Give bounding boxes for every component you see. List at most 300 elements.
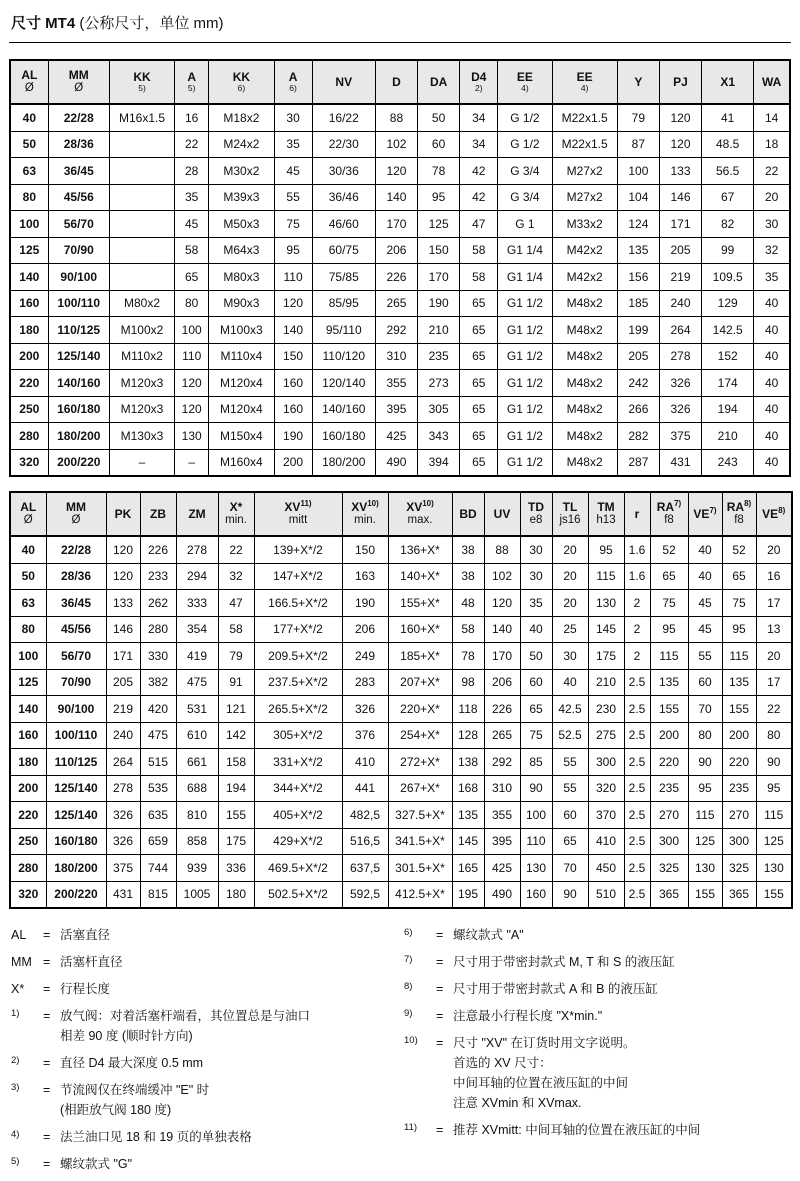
column-header: AL Ø <box>10 492 46 536</box>
table-cell: 145 <box>588 616 624 643</box>
column-header: XV$^{10)}$ max. <box>388 492 452 536</box>
table-cell: 80 <box>10 184 48 211</box>
table-cell: 200 <box>10 343 48 370</box>
table-cell: 365 <box>650 881 688 908</box>
table-cell: 155 <box>218 802 254 829</box>
table-cell: 180 <box>218 881 254 908</box>
table-cell: 275 <box>588 722 624 749</box>
table-cell: 280 <box>10 855 46 882</box>
table-cell: 160 <box>10 290 48 317</box>
table-cell: 210 <box>418 317 460 344</box>
table-cell: 200/220 <box>48 449 109 476</box>
table-cell: 165 <box>452 855 484 882</box>
legend-key: MM <box>11 955 32 969</box>
legend-text: 螺纹款式 "G" <box>60 1157 133 1171</box>
legend-key: 1) <box>11 1008 20 1019</box>
table-cell: 135 <box>650 669 688 696</box>
trunnion-dimensions-table <box>9 491 793 909</box>
table-cell: 412.5+X* <box>388 881 452 908</box>
table-cell: 28 <box>175 158 209 185</box>
table-cell: 125 <box>10 669 46 696</box>
table-cell: 65 <box>175 264 209 291</box>
table-cell: 129 <box>702 290 754 317</box>
table-cell: 219 <box>106 696 140 723</box>
table-cell: 262 <box>140 590 176 617</box>
table-cell: 200 <box>10 775 46 802</box>
table-cell: 91 <box>218 669 254 696</box>
table-cell: 139+X*/2 <box>254 536 342 563</box>
table-cell: 180/200 <box>48 423 109 450</box>
table-cell: 150 <box>342 536 388 563</box>
table-cell: 419 <box>176 643 218 670</box>
column-header: r <box>624 492 650 536</box>
table-cell: 326 <box>106 828 140 855</box>
table-cell: 637,5 <box>342 855 388 882</box>
table-cell: 120 <box>106 536 140 563</box>
table-cell: 158 <box>218 749 254 776</box>
table-cell: 420 <box>140 696 176 723</box>
table-cell: 40 <box>688 536 722 563</box>
legend-equals: = <box>43 1130 51 1144</box>
table-cell: 2.5 <box>624 696 650 723</box>
table-cell <box>109 131 174 158</box>
table-cell: 70/90 <box>46 669 106 696</box>
table-cell: 147+X*/2 <box>254 563 342 590</box>
table-cell: 30 <box>754 211 790 238</box>
table-cell: 235 <box>418 343 460 370</box>
table-cell: 60 <box>418 131 460 158</box>
table-cell: 265 <box>484 722 520 749</box>
table-cell: M22x1.5 <box>552 104 617 131</box>
table-cell: 121 <box>218 696 254 723</box>
legend-equals: = <box>436 982 444 996</box>
table-cell: M27x2 <box>552 184 617 211</box>
table-cell: 135 <box>452 802 484 829</box>
table-cell: 102 <box>484 563 520 590</box>
table-cell: 80 <box>10 616 46 643</box>
table-cell: 40 <box>754 317 790 344</box>
column-header: D4 2) <box>460 60 498 104</box>
table-cell: M27x2 <box>552 158 617 185</box>
table-cell: 110 <box>175 343 209 370</box>
table-cell: 410 <box>588 828 624 855</box>
table-cell: 370 <box>588 802 624 829</box>
table-cell: 45 <box>688 616 722 643</box>
table-cell: 210 <box>588 669 624 696</box>
table-cell: 40 <box>10 536 46 563</box>
table-cell: 431 <box>659 449 701 476</box>
table-cell: 220 <box>722 749 756 776</box>
table-cell: 42.5 <box>552 696 588 723</box>
table-cell: 130 <box>756 855 792 882</box>
table-cell: 175 <box>218 828 254 855</box>
table-cell: 20 <box>552 590 588 617</box>
table-cell: 60/75 <box>312 237 375 264</box>
table-cell: 42 <box>460 184 498 211</box>
table-cell: 100/110 <box>46 722 106 749</box>
table-cell: 395 <box>484 828 520 855</box>
legend-text: 尺寸用于带密封款式 M, T 和 S 的液压缸 <box>453 955 675 969</box>
table-cell: 243 <box>702 449 754 476</box>
table-cell: 160 <box>10 722 46 749</box>
table-cell: 265 <box>375 290 417 317</box>
column-header: XV$^{11)}$ mitt <box>254 492 342 536</box>
table-cell: 510 <box>588 881 624 908</box>
table-cell: 102 <box>375 131 417 158</box>
column-header: D <box>375 60 417 104</box>
table-cell: 207+X* <box>388 669 452 696</box>
table-cell: 48 <box>452 590 484 617</box>
table-cell: 226 <box>140 536 176 563</box>
table-cell: 320 <box>10 881 46 908</box>
main-dimensions-table <box>9 59 791 477</box>
table-cell: 355 <box>375 370 417 397</box>
table-row <box>10 131 790 158</box>
table-cell: 292 <box>484 749 520 776</box>
column-header: KK 6) <box>209 60 274 104</box>
table-cell: 95 <box>722 616 756 643</box>
table-cell: 128 <box>452 722 484 749</box>
table-cell: 22 <box>756 696 792 723</box>
table-cell: 226 <box>375 264 417 291</box>
table-cell: 2.5 <box>624 881 650 908</box>
table-cell: 28/36 <box>46 563 106 590</box>
table-cell: 45/56 <box>48 184 109 211</box>
table-cell: 199 <box>617 317 659 344</box>
table-cell: 120 <box>484 590 520 617</box>
table-cell: 35 <box>520 590 552 617</box>
table-cell: 45 <box>274 158 312 185</box>
table-cell <box>109 264 174 291</box>
table-cell: 133 <box>106 590 140 617</box>
table-cell: G 3/4 <box>498 184 552 211</box>
table-cell: 16/22 <box>312 104 375 131</box>
table-cell: 450 <box>588 855 624 882</box>
table-cell: 47 <box>218 590 254 617</box>
table-cell: 25 <box>552 616 588 643</box>
table-cell: 98 <box>452 669 484 696</box>
legend-text: 行程长度 <box>60 982 111 996</box>
table-cell: 140 <box>274 317 312 344</box>
table-cell: 152 <box>702 343 754 370</box>
table-row <box>10 158 790 185</box>
table-cell: M48x2 <box>552 317 617 344</box>
column-header: VE$^{7)}$ <box>688 492 722 536</box>
table-cell: 287 <box>617 449 659 476</box>
table-cell: 13 <box>756 616 792 643</box>
table-cell: 341.5+X* <box>388 828 452 855</box>
table-cell: 235 <box>722 775 756 802</box>
table-cell: 110 <box>520 828 552 855</box>
table-cell: M33x2 <box>552 211 617 238</box>
table-cell: 52 <box>722 536 756 563</box>
table-cell: M48x2 <box>552 343 617 370</box>
table-cell: 156 <box>617 264 659 291</box>
table-cell: 155 <box>722 696 756 723</box>
table-cell: 175 <box>588 643 624 670</box>
table-cell: 85/95 <box>312 290 375 317</box>
table-cell: 118 <box>452 696 484 723</box>
table-cell: 75 <box>650 590 688 617</box>
table-cell: 516,5 <box>342 828 388 855</box>
table-cell: 200 <box>274 449 312 476</box>
table-cell: 65 <box>460 396 498 423</box>
table-cell: 56/70 <box>48 211 109 238</box>
table-row <box>10 184 790 211</box>
legend-text: 注意最小行程长度 "X*min." <box>453 1009 603 1023</box>
table-cell: 95 <box>588 536 624 563</box>
table-cell: 35 <box>274 131 312 158</box>
column-header: X1 <box>702 60 754 104</box>
table-cell: 65 <box>460 343 498 370</box>
table-row <box>10 370 790 397</box>
table-cell: 136+X* <box>388 536 452 563</box>
column-header: TD e8 <box>520 492 552 536</box>
table-cell: 2 <box>624 643 650 670</box>
table-cell: 333 <box>176 590 218 617</box>
legend-column-left <box>9 925 400 1181</box>
table-cell: 273 <box>418 370 460 397</box>
table-cell: 50 <box>520 643 552 670</box>
legend-key: 6) <box>404 927 413 938</box>
table-cell: 32 <box>218 563 254 590</box>
table-cell: 283 <box>342 669 388 696</box>
table-cell: 490 <box>375 449 417 476</box>
table-cell: 200/220 <box>46 881 106 908</box>
table-cell: 65 <box>460 370 498 397</box>
column-header: UV <box>484 492 520 536</box>
table-cell: M16x1.5 <box>109 104 174 131</box>
legend-text: 直径 D4 最大深度 0.5 mm <box>60 1056 204 1070</box>
table-row <box>10 396 790 423</box>
table-cell: 110/120 <box>312 343 375 370</box>
table-cell: 40 <box>520 616 552 643</box>
table-cell: 95/110 <box>312 317 375 344</box>
legend-text: 节流阀仅在终端缓冲 "E" 时 (相距放气阀 180 度) <box>60 1083 210 1117</box>
table-cell: 140 <box>10 264 48 291</box>
table-cell: 65 <box>552 828 588 855</box>
table-cell: 95 <box>688 775 722 802</box>
table-cell: M80x2 <box>109 290 174 317</box>
table-cell: 100/110 <box>48 290 109 317</box>
table-cell: 405+X*/2 <box>254 802 342 829</box>
table-cell: 78 <box>418 158 460 185</box>
table-cell: 109.5 <box>702 264 754 291</box>
table-cell: 55 <box>688 643 722 670</box>
table-cell: 270 <box>722 802 756 829</box>
table-cell: 160 <box>274 396 312 423</box>
legend-text: 放气阀：对着活塞杆端看，其位置总是与油口 相差 90 度 (顺时针方向) <box>60 1009 311 1043</box>
table-cell: 100 <box>520 802 552 829</box>
legend-key: 2) <box>11 1055 20 1066</box>
table-cell: 174 <box>702 370 754 397</box>
table-cell: 180 <box>10 749 46 776</box>
table-cell: 20 <box>756 536 792 563</box>
table-cell: 60 <box>520 669 552 696</box>
table-cell: 90 <box>552 881 588 908</box>
table-cell: M110x4 <box>209 343 274 370</box>
table-cell: 58 <box>175 237 209 264</box>
table-cell: 120 <box>175 396 209 423</box>
column-header: AL Ø <box>10 60 48 104</box>
table-cell: M48x2 <box>552 423 617 450</box>
table-row <box>10 643 792 670</box>
table-cell: 2.5 <box>624 775 650 802</box>
legend-item <box>404 979 791 999</box>
table-cell <box>109 237 174 264</box>
column-header: WA <box>754 60 790 104</box>
table-row <box>10 104 790 131</box>
table-cell: 95 <box>418 184 460 211</box>
table-cell: 272+X* <box>388 749 452 776</box>
table-cell: 100 <box>10 643 46 670</box>
legend-key: 9) <box>404 1008 413 1019</box>
column-header: BD <box>452 492 484 536</box>
table-cell: 2 <box>624 590 650 617</box>
table-row <box>10 749 792 776</box>
column-header: EE 4) <box>498 60 552 104</box>
table-cell: 205 <box>659 237 701 264</box>
table-cell: 63 <box>10 590 46 617</box>
table-cell: 280 <box>140 616 176 643</box>
table-cell: 190 <box>342 590 388 617</box>
table-cell: 18 <box>754 131 790 158</box>
column-header: XV$^{10)}$ min. <box>342 492 388 536</box>
table-cell: 425 <box>375 423 417 450</box>
table-cell: 150 <box>418 237 460 264</box>
table-cell: 78 <box>452 643 484 670</box>
legend-item <box>11 1154 400 1174</box>
table-cell: 30 <box>520 536 552 563</box>
table-cell: 45/56 <box>46 616 106 643</box>
legend-column-right <box>400 925 791 1181</box>
table-cell: 20 <box>756 643 792 670</box>
table-cell: 267+X* <box>388 775 452 802</box>
legend-item <box>404 925 791 945</box>
table-cell: 22/28 <box>46 536 106 563</box>
table-cell: 1.6 <box>624 536 650 563</box>
table-row <box>10 881 792 908</box>
table-cell: 490 <box>484 881 520 908</box>
table-cell: 65 <box>722 563 756 590</box>
table-cell: 60 <box>688 669 722 696</box>
table-cell: 300 <box>722 828 756 855</box>
table-cell: 90 <box>520 775 552 802</box>
table-cell: 55 <box>552 775 588 802</box>
table-cell: 46/60 <box>312 211 375 238</box>
table-cell: 50 <box>10 563 46 590</box>
table-cell: 395 <box>375 396 417 423</box>
table-cell: 150 <box>274 343 312 370</box>
table-cell: 22/30 <box>312 131 375 158</box>
table-cell: 79 <box>218 643 254 670</box>
table-cell: 242 <box>617 370 659 397</box>
footnotes-legend <box>9 925 791 1181</box>
table-cell: 40 <box>754 343 790 370</box>
table-cell: 326 <box>659 370 701 397</box>
table-cell: 300 <box>650 828 688 855</box>
table-cell: M48x2 <box>552 396 617 423</box>
table-cell: 220 <box>10 802 46 829</box>
table-cell: G1 1/2 <box>498 317 552 344</box>
table-cell: 301.5+X* <box>388 855 452 882</box>
table-cell: M22x1.5 <box>552 131 617 158</box>
table-cell: 206 <box>342 616 388 643</box>
legend-key: 3) <box>11 1082 20 1093</box>
table-cell: M42x2 <box>552 237 617 264</box>
table-cell: 55 <box>552 749 588 776</box>
table-cell: 1005 <box>176 881 218 908</box>
legend-equals: = <box>436 1123 444 1137</box>
table-cell: 325 <box>650 855 688 882</box>
table-cell: 331+X*/2 <box>254 749 342 776</box>
table-cell: 2.5 <box>624 855 650 882</box>
table-cell: 210 <box>702 423 754 450</box>
column-header: RA$^{7)}$ f8 <box>650 492 688 536</box>
table-cell: 365 <box>722 881 756 908</box>
table-cell: 180/200 <box>46 855 106 882</box>
table-cell: 52.5 <box>552 722 588 749</box>
table-cell: 592,5 <box>342 881 388 908</box>
table-cell: 130 <box>588 590 624 617</box>
table-cell: 635 <box>140 802 176 829</box>
table-cell: 95 <box>650 616 688 643</box>
legend-item <box>404 952 791 972</box>
table-cell: 220 <box>650 749 688 776</box>
table-cell: 40 <box>10 104 48 131</box>
table-cell: 36/45 <box>46 590 106 617</box>
table-cell: 168 <box>452 775 484 802</box>
table-cell: 30 <box>552 643 588 670</box>
table-cell: 82 <box>702 211 754 238</box>
table-cell: M120x4 <box>209 370 274 397</box>
table-cell: 55 <box>274 184 312 211</box>
table-cell: 354 <box>176 616 218 643</box>
table-cell: 226 <box>484 696 520 723</box>
table-row <box>10 211 790 238</box>
table-cell: 50 <box>418 104 460 131</box>
table-cell: 425 <box>484 855 520 882</box>
table-cell: 171 <box>659 211 701 238</box>
table-cell: G1 1/4 <box>498 237 552 264</box>
table-cell: 429+X*/2 <box>254 828 342 855</box>
legend-text: 尺寸 "XV" 在订货时用文字说明。 首选的 XV 尺寸： 中间耳轴的位置在液压缸的中间 注意 XVmin 和 XVmax. <box>453 1036 636 1110</box>
table-cell: 194 <box>218 775 254 802</box>
table-cell: 47 <box>460 211 498 238</box>
table-cell: 146 <box>659 184 701 211</box>
table-cell: M100x2 <box>109 317 174 344</box>
table-cell: – <box>109 449 174 476</box>
legend-key: 5) <box>11 1156 20 1167</box>
column-header: EE 4) <box>552 60 617 104</box>
table-row <box>10 264 790 291</box>
table-cell: 95 <box>274 237 312 264</box>
table-cell: 80 <box>688 722 722 749</box>
table-row <box>10 317 790 344</box>
table-cell: – <box>175 449 209 476</box>
table-cell: M30x2 <box>209 158 274 185</box>
legend-key: AL <box>11 928 27 942</box>
table-cell: 310 <box>484 775 520 802</box>
table-cell: 32 <box>754 237 790 264</box>
table-cell: 142 <box>218 722 254 749</box>
column-header: ZM <box>176 492 218 536</box>
legend-key: 8) <box>404 981 413 992</box>
table-cell: 140/160 <box>312 396 375 423</box>
legend-equals: = <box>43 982 51 996</box>
table-row <box>10 449 790 476</box>
table-cell: G 1/2 <box>498 104 552 131</box>
